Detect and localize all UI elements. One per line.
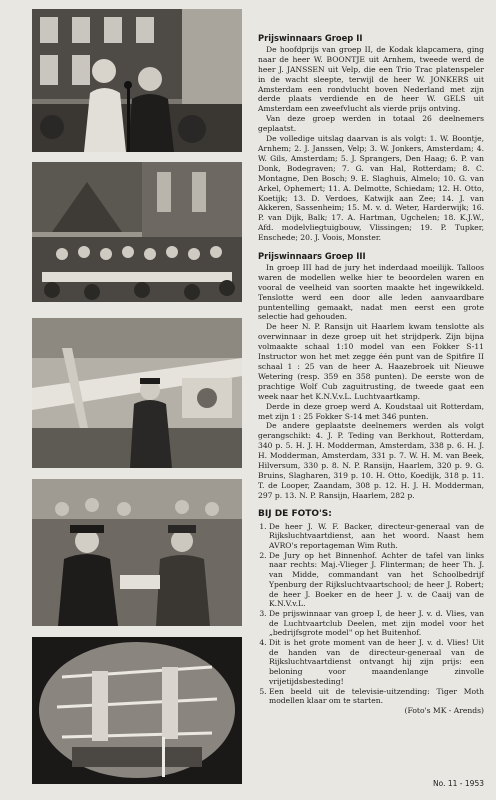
photo-captions-list <box>258 522 484 706</box>
caption-item: 2. De Jury op het Binnenhof. Achter de tafel van links naar rechts: Maj.-Vlieger J. Flinterman; de heer Th. J. van Midde, commandant van het Schoolbedrijf Ypenburg der Rijksluchtvaartschool; de heer J. Robert; de heer J. Boeker en de heer J. v. de Caaij van de K.N.V.v.L. <box>269 551 484 609</box>
caption-item: 5. Een beeld uit de televisie-uitzending: Tiger Moth modellen klaar om te starten. <box>269 687 484 706</box>
paragraph-groep2-1: De hoofdprijs van groep II, de Kodak klapcamera, ging naar de heer W. BOONTJE uit Arnhem, tweede werd de heer J. JANSSEN uit Velp, die een Trio Trac platenspeler in de wacht sleepte, terwijl de heer W. JONKERS uit Amsterdam een rondvlucht boven Nederland met zijn derde plaats verdiende en de heer W. GELS uit Amsterdam een zweefvlucht als vierde prijs ontving. <box>258 44 484 114</box>
photo-speaker-microphone <box>32 9 242 152</box>
photo-credit: (Foto's MK - Arends) <box>404 705 484 715</box>
page-number: No. 11 - 1953 <box>433 779 484 788</box>
paragraph-groep3-1: In groep III had de jury het inderdaad moeilijk. Talloos waren de modellen welke hier te beoordelen waren en vooral de veelheid van soorten maakte het ingewikkeld. Tenslotte werd een door alle leden aanvaardbare puntentelling gemaakt, nadat men eerst een grote selectie had gehouden. <box>258 262 484 322</box>
photo-prize-handover <box>32 479 242 626</box>
paragraph-groep2-3: De volledige uitslag daarvan is als volgt: 1. W. Boontje, Arnhem; 2. J. Janssen, Velp; 3. W. Jonkers, Amsterdam; 4. W. Gils, Amsterdam; 5. J. Sprangers, Den Haag; 6. P. van Donk, Bodegraven; 7. G. van Hal, Rotterdam; 8. C. Montagne, Den Bosch; 9. E. Slaghuis, Almelo; 10. G. van Arkel, Ophemert; 11. A. Delmotte, Schiedam; 12. H. Otto, Koetijk; 13. D. Verdoes, Katwijk aan Zee; 14. J. van Akkeren, Sassenheim; 15. M. v. d. Weter, Harderwijk; 16. P. van Dijk, Balk; 17. A. Hartman, Ugchelen; 18. K.J.W., Afd. modelvliegtuigbouw, Vlissingen; 19. P. Tupker, Enschede; 20. J. Voois, Monster. <box>258 134 484 243</box>
photo-model-aircraft-winner <box>32 318 242 468</box>
caption-item: 3. De prijswinnaar van groep I, de heer J. v. d. Vlies, van de Luchtvaartclub Deelen, met zijn model voor het „bedrijfsgrote model" op het Buitenhof. <box>269 609 484 638</box>
article-text-column <box>258 34 484 716</box>
captions-heading: BIJ DE FOTO'S: <box>258 508 332 519</box>
paragraph-groep3-4: De andere geplaatste deelnemers werden als volgt gerangschikt: 4. J. P. Teding van Berkhout, Rotterdam, 340 p. 5. H. J. H. Modderman, Amsterdam, 338 p. 6. H. J. H. Modderman, Amsterdam, 331 p. 7. W. H. M. van Beek, Hilversum, 330 p. 8. N. P. Ransijn, Haarlem, 320 p. 9. G. Bruins, Slagharen, 319 p. 10. H. Otto, Koedijk, 318 p. 11. T. de Looper, Zaandam, 308 p. 12. H. J. H. Modderman, 297 p. 13. N. P. Ransijn, Haarlem, 282 p. <box>258 421 484 500</box>
heading-groep-2: Prijswinnaars Groep II <box>258 33 363 43</box>
paragraph-groep3-2: De heer N. P. Ransijn uit Haarlem kwam tenslotte als overwinnaar in deze groep uit het strijdperk. Zijn bijna volmaakte schaal 1:10 model van een Fokker S-11 Instructor won het met zegge één punt van de Spitfire II schaal 1 : 25 van de heer A. Haazebroek uit Nieuwe Wetering (resp. 359 en 358 punten). De eerste won de prachtige Wolf Cub zaguitrusting, de tweede gaat een week naar het K.N.V.v.L. Luchtvaartkamp. <box>258 322 484 401</box>
paragraph-groep3-3: Derde in deze groep werd A. Koudstaal uit Rotterdam, met zijn 1 : 25 Fokker S-14 met 346 punten. <box>258 401 484 421</box>
heading-groep-3: Prijswinnaars Groep III <box>258 251 366 262</box>
photo-jury-binnenhof <box>32 162 242 302</box>
caption-item: 4. Dit is het grote moment van de heer J. v. d. Vlies! Uit de handen van de directeur-generaal van de Rijksluchtvaartdienst ontvangt hij zijn prijs: een beloning voor maandenlange zinvolle vrijetijdsbesteding! <box>269 638 484 687</box>
caption-item: 1. De heer J. W. F. Backer, directeur-generaal van de Rijksluchtvaartdienst, aan het woord. Naast hem AVRO's reportageman Wim Ruth. <box>269 522 484 551</box>
photo-tv-tiger-moth-models <box>32 637 242 784</box>
paragraph-groep2-2: Van deze groep werden in totaal 26 deelnemers geplaatst. <box>258 114 484 134</box>
